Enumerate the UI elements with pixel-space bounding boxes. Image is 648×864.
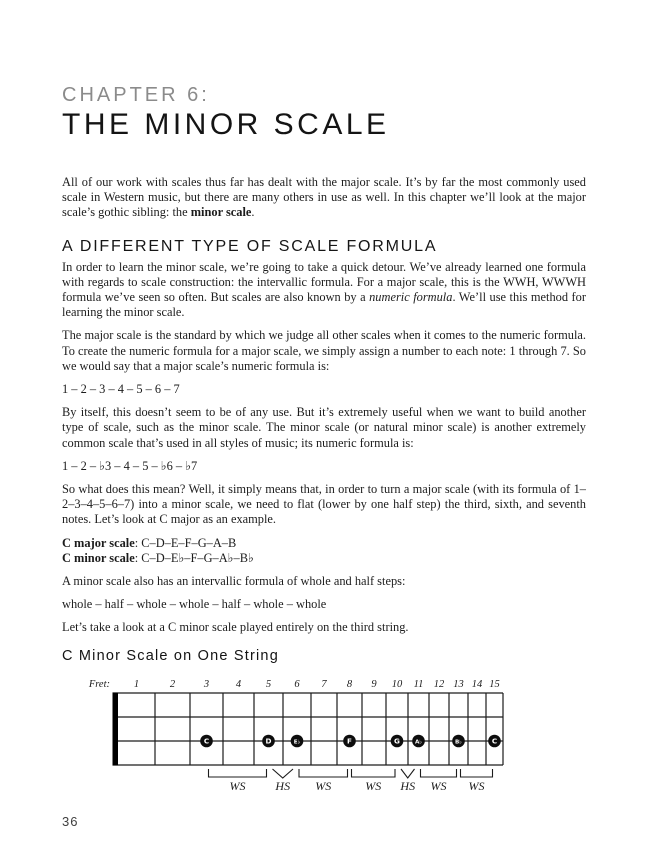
fret-number: 6 <box>294 678 300 690</box>
c-minor-scale-notes: : C–D–E♭–F–G–A♭–B♭ <box>134 550 254 565</box>
interval-bracket-ws-11-13 <box>421 769 457 777</box>
interval-label: WS <box>229 778 246 793</box>
scale-spelling-block <box>62 536 586 566</box>
fret-number: 5 <box>265 678 272 690</box>
interval-bracket-ws-13-15 <box>461 769 493 777</box>
minor-scale-numeric-formula: 1 – 2 – ♭3 – 4 – 5 – ♭6 – ♭7 <box>62 458 198 473</box>
nut <box>113 692 119 765</box>
p1-italic-term: numeric formula <box>369 290 453 305</box>
intro-paragraph <box>62 175 586 221</box>
fret-number: 1 <box>133 678 140 690</box>
fret-number: 14 <box>471 678 483 690</box>
interval-label: WS <box>468 778 485 793</box>
c-major-scale-label: C major scale <box>62 535 135 550</box>
fret-row-label: Fret: <box>88 678 110 690</box>
fretboard-svg <box>62 673 586 797</box>
section-heading: A DIFFERENT TYPE OF SCALE FORMULA <box>62 237 438 255</box>
intro-text-b: . <box>251 205 255 220</box>
page-title: THE MINOR SCALE <box>62 108 390 141</box>
interval-bracket-ws-8-10 <box>352 769 396 777</box>
note-dot-label: F <box>347 736 352 746</box>
p1-text-a: In order to learn the minor scale, we’re going to take a quick detour. We’ve already learned one formula with regards to scale construction: the intervallic formula. For a major scale, this is the WWH, WWWH formula we’ve seen so often. But scales are also known by a <box>62 259 586 305</box>
section-paragraph-4: So what does this mean? Well, it simply means that, in order to turn a major scale (with its formula of 1–2–3–4–5–6–7) into a minor scale, we need to flat (lower by one half step) the third, sixth, and seventh notes. Let’s look at C major as an example. <box>62 482 586 527</box>
page-number: 36 <box>62 814 79 829</box>
fret-number: 7 <box>321 678 327 690</box>
interval-bracket-ws-6-8 <box>299 769 348 777</box>
c-minor-scale-label: C minor scale <box>62 550 135 565</box>
c-major-scale-line <box>62 536 586 551</box>
section-paragraph-6: Let’s take a look at a C minor scale played entirely on the third string. <box>62 620 409 635</box>
note-dot-label: C <box>491 736 498 746</box>
interval-bracket-hs-5-6 <box>273 769 294 778</box>
note-dot-label: A♭ <box>415 739 422 746</box>
intro-text-a: All of our work with scales thus far has dealt with the major scale. It’s by far the most commonly used scale in Western music, but there are many others in use as well. In this chapter we’ll look at the major scale’s gothic sibling: the <box>62 175 586 220</box>
fret-number: 3 <box>203 678 210 690</box>
fret-number: 11 <box>413 678 424 690</box>
fret-number: 15 <box>489 678 500 690</box>
fret-number: 9 <box>371 678 377 690</box>
fret-number: 12 <box>433 678 445 690</box>
interval-bracket-hs-10-11 <box>401 769 415 778</box>
section-paragraph-2: The major scale is the standard by which we judge all other scales when it comes to the numeric formula. To create the numeric formula for a major scale, we simply assign a number to each note: 1 through 7. So we would say that a major scale’s numeric formula is: <box>62 328 586 373</box>
note-dot-label: D <box>265 736 272 746</box>
fret-number: 8 <box>346 678 353 690</box>
section-paragraph-5: A minor scale also has an intervallic formula of whole and half steps: <box>62 574 406 589</box>
fretboard-diagram <box>62 673 586 802</box>
interval-bracket-ws-3-5 <box>209 769 267 777</box>
whole-half-step-formula: whole – half – whole – whole – half – whole – whole <box>62 597 327 612</box>
c-major-scale-notes: : C–D–E–F–G–A–B <box>134 535 237 550</box>
note-dot-label: E♭ <box>293 739 301 746</box>
fretboard-diagram-heading: C Minor Scale on One String <box>62 647 279 664</box>
major-scale-numeric-formula: 1 – 2 – 3 – 4 – 5 – 6 – 7 <box>62 382 180 397</box>
interval-label: HS <box>275 778 291 793</box>
interval-label: HS <box>400 778 416 793</box>
note-dot-label: C <box>203 736 210 746</box>
section-paragraph-1 <box>62 260 586 321</box>
intro-bold-term: minor scale <box>190 205 252 220</box>
interval-label: WS <box>315 778 332 793</box>
fret-number: 13 <box>453 678 464 690</box>
note-dot-label: G <box>394 736 400 746</box>
fret-number: 4 <box>235 678 242 690</box>
interval-label: WS <box>365 778 382 793</box>
fret-number: 2 <box>169 678 176 690</box>
c-minor-scale-line <box>62 551 586 566</box>
p1-text-b: . We’ll use this method for learning the minor scale. <box>62 290 587 320</box>
section-paragraph-3: By itself, this doesn’t seem to be of any use. But it’s extremely useful when we want to build another type of scale, such as the minor scale. The minor scale (or natural minor scale) is another extremely common scale that’s used in all styles of music; its numeric formula is: <box>62 405 586 450</box>
chapter-label: CHAPTER 6: <box>62 84 210 106</box>
fret-number: 10 <box>391 678 403 690</box>
interval-label: WS <box>430 778 447 793</box>
note-dot-label: B♭ <box>455 739 462 746</box>
